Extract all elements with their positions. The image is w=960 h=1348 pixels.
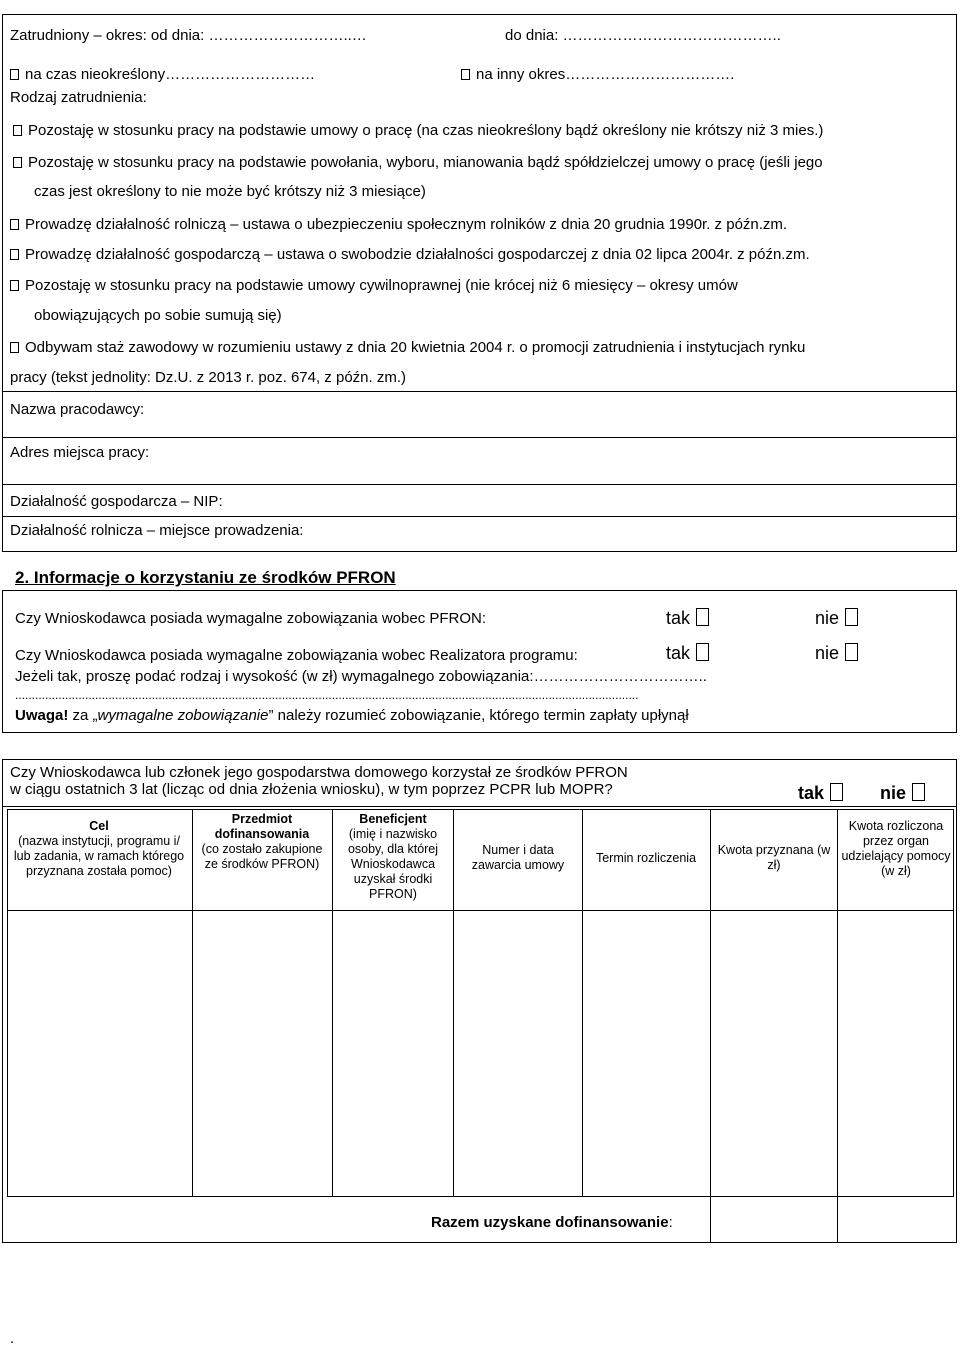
obligation-details-field[interactable] <box>15 668 707 686</box>
note-text: za „ <box>68 707 98 724</box>
employment-option-civil-contract[interactable] <box>10 277 738 295</box>
checkbox-icon[interactable] <box>10 280 19 291</box>
header-text: (imię i nazwisko osoby, dla której Wnioskodawca uzyskał środki PFRON) <box>347 827 439 901</box>
divider <box>2 437 957 438</box>
indefinite-option[interactable] <box>10 66 315 84</box>
realizator-obligation-question: Czy Wnioskodawca posiada wymagalne zobowiązania wobec Realizatora programu: <box>15 647 578 664</box>
column-divider <box>332 809 333 1197</box>
column-header-contract <box>466 843 570 873</box>
pfron-obligation-no[interactable] <box>815 607 858 629</box>
option-label: Prowadzę działalność rolniczą – ustawa o ubezpieczeniu społecznym rolników z dnia 20 grudnia 1990r. z późn.zm. <box>25 216 788 233</box>
checkbox-icon[interactable] <box>696 643 709 661</box>
checkbox-icon[interactable] <box>10 219 19 230</box>
column-divider <box>710 809 711 1197</box>
employment-type-heading: Rodzaj zatrudnienia: <box>10 89 147 106</box>
column-divider <box>582 809 583 1197</box>
note-label: Uwaga! <box>15 707 69 724</box>
checkbox-icon[interactable] <box>845 643 858 661</box>
table-header-divider <box>7 910 954 911</box>
header-text: Kwota rozliczona przez organ udzielający pomocy (w zł) <box>841 819 951 878</box>
option-continuation: obowiązujących po sobie sumują się) <box>34 307 282 324</box>
support-question: w ciągu ostatnich 3 lat (licząc od dnia złożenia wniosku), w tym poprzez PCPR lub MOPR? <box>10 781 613 798</box>
column-header-beneficiary <box>336 812 450 902</box>
yes-label: tak <box>798 783 825 803</box>
employment-option-internship[interactable] <box>10 339 805 357</box>
support-no[interactable] <box>880 782 925 804</box>
farm-location-field[interactable]: Działalność rolnicza – miejsce prowadzenia: <box>10 522 304 539</box>
total-label <box>431 1214 673 1232</box>
header-text: (co zostało zakupione ze środków PFRON) <box>201 842 323 871</box>
yes-label: tak <box>666 643 691 663</box>
obligation-note <box>15 707 689 725</box>
header-text: (nazwa instytucji, programu i/ lub zadania, w ramach którego przyznana została pomoc) <box>13 834 185 878</box>
section-title: 2. Informacje o korzystaniu ze środków PFRON <box>15 568 396 587</box>
total-colon: : <box>668 1214 673 1231</box>
column-header-amount-settled <box>840 819 952 879</box>
indefinite-label: na czas nieokreślony………………………… <box>25 66 316 83</box>
other-period-option[interactable] <box>461 66 734 84</box>
yes-label: tak <box>666 608 691 628</box>
employment-option-farming[interactable] <box>10 216 787 234</box>
checkbox-icon[interactable] <box>13 157 22 168</box>
divider <box>2 484 957 485</box>
option-label: Pozostaję w stosunku pracy na podstawie umowy cywilnoprawnej (nie krócej niż 6 miesięcy – okresy umów <box>25 277 738 294</box>
column-divider <box>837 809 838 1197</box>
total-text: Razem uzyskane dofinansowanie <box>431 1214 669 1231</box>
employment-option-appointment[interactable] <box>13 154 823 172</box>
other-period-label: na inny okres……………………………. <box>476 66 735 83</box>
column-header-subject <box>200 812 324 872</box>
business-nip-field[interactable]: Działalność gospodarcza – NIP: <box>10 493 223 510</box>
details-dots: …………………………….. <box>533 668 707 685</box>
option-label: Prowadzę działalność gospodarczą – ustawa o swobodzie działalności gospodarczej z dnia 02 lipca 2004r. z późn.zm. <box>25 246 810 263</box>
divider <box>2 516 957 517</box>
total-divider <box>710 1197 711 1243</box>
header-text: Numer i data zawarcia umowy <box>471 843 565 872</box>
checkbox-icon[interactable] <box>912 783 925 801</box>
option-label: Pozostaję w stosunku pracy na podstawie umowy o pracę (na czas nieokreślony bądź określony nie krótszy niż 3 mies.) <box>28 122 824 139</box>
checkbox-icon[interactable] <box>461 69 470 80</box>
realizator-obligation-yes[interactable] <box>666 642 709 664</box>
support-question: Czy Wnioskodawca lub członek jego gospodarstwa domowego korzystał ze środków PFRON <box>10 764 628 781</box>
footer-dot: . <box>10 1330 15 1347</box>
option-continuation: pracy (tekst jednolity: Dz.U. z 2013 r. poz. 674, z późn. zm.) <box>10 369 406 386</box>
option-label: Pozostaję w stosunku pracy na podstawie powołania, wyboru, mianowania bądź spółdzielczej umowy o pracę (jeśli jego <box>28 154 823 171</box>
checkbox-icon[interactable] <box>845 608 858 626</box>
no-label: nie <box>880 783 907 803</box>
header-bold: Beneficjent <box>359 812 427 826</box>
support-yes[interactable] <box>798 782 843 804</box>
employment-from-field[interactable]: Zatrudniony – okres: od dnia: ………………………..… <box>10 27 367 44</box>
pfron-obligation-yes[interactable] <box>666 607 709 629</box>
checkbox-icon[interactable] <box>10 69 19 80</box>
checkbox-icon[interactable] <box>830 783 843 801</box>
option-continuation: czas jest określony to nie może być krótszy niż 3 miesiące) <box>34 183 426 200</box>
checkbox-icon[interactable] <box>10 342 19 353</box>
no-label: nie <box>815 643 840 663</box>
header-bold: Cel <box>89 819 109 833</box>
header-bold: Przedmiot dofinansowania <box>214 812 310 841</box>
employment-to-field[interactable]: do dnia: …………………………………….. <box>505 27 781 44</box>
realizator-obligation-no[interactable] <box>815 642 858 664</box>
no-label: nie <box>815 608 840 628</box>
employment-option-business[interactable] <box>10 246 810 264</box>
total-divider <box>837 1197 838 1243</box>
employment-option-contract[interactable] <box>13 122 823 140</box>
column-header-purpose <box>10 819 188 879</box>
divider <box>2 806 957 807</box>
column-header-settlement-date <box>586 851 706 866</box>
header-text: Termin rozliczenia <box>595 851 697 865</box>
column-divider <box>192 809 193 1197</box>
checkbox-icon[interactable] <box>13 125 22 136</box>
option-label: Odbywam staż zawodowy w rozumieniu ustawy z dnia 20 kwietnia 2004 r. o promocji zatrudnienia i instytucjach rynku <box>25 339 806 356</box>
checkbox-icon[interactable] <box>696 608 709 626</box>
header-text: Kwota przyznana (w zł) <box>717 843 831 872</box>
divider <box>2 391 957 392</box>
employer-name-field[interactable]: Nazwa pracodawcy: <box>10 401 145 418</box>
note-italic: wymagalne zobowiązanie <box>97 707 269 724</box>
work-address-field[interactable]: Adres miejsca pracy: <box>10 444 150 461</box>
pfron-obligation-question: Czy Wnioskodawca posiada wymagalne zobowiązania wobec PFRON: <box>15 610 487 627</box>
obligation-details-line[interactable]: ........................................................................................................................................................................................... <box>15 688 639 702</box>
column-header-amount-granted <box>716 843 832 873</box>
column-divider <box>453 809 454 1197</box>
details-prompt: Jeżeli tak, proszę podać rodzaj i wysokość (w zł) wymagalnego zobowiązania: <box>15 668 534 685</box>
checkbox-icon[interactable] <box>10 249 19 260</box>
note-text: ” należy rozumieć zobowiązanie, którego termin zapłaty upłynął <box>268 707 689 724</box>
